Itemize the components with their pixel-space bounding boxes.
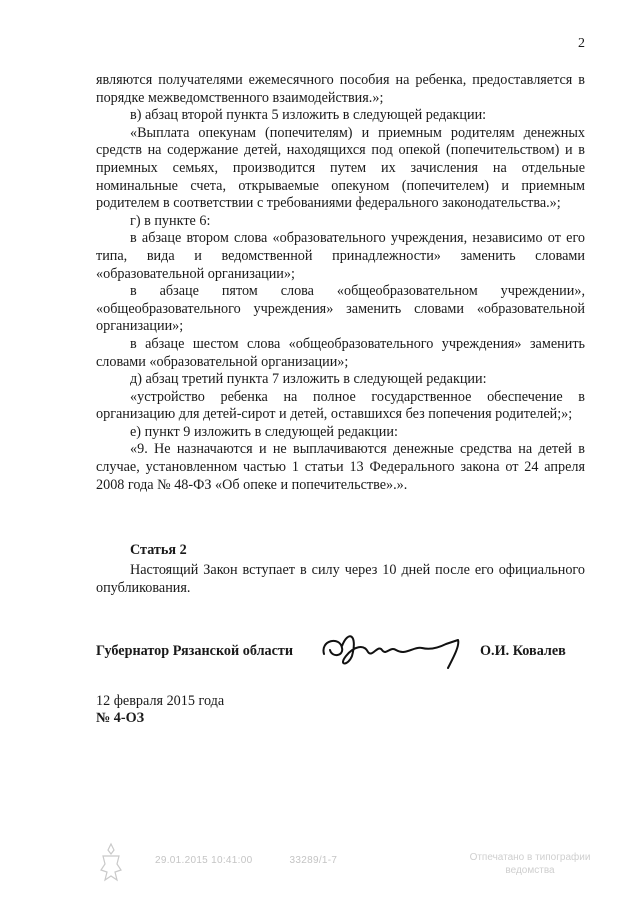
- paragraph: «Выплата опекунам (попечителям) и приемным родителям денежных средств на содержание детей, находящихся под опекой (попечительством) и в приемных семьях, производится путем их зачисления на отдельные номинальные счета, открываемые опекуном (попечителем) и приемным родителем в соответствии с требованиями федерального законодательства.»;: [96, 124, 585, 212]
- paragraph: д) абзац третий пункта 7 изложить в следующей редакции:: [130, 371, 487, 388]
- paragraph: «устройство ребенка на полное государственное обеспечение в организацию для детей-сирот и детей, оставшихся без попечения родителей;»;: [96, 388, 585, 423]
- paragraph: в абзаце втором слова «образовательного учреждения, независимо от его типа, вида и ведомственной принадлежности» заменить словами «образовательной организации»;: [96, 230, 585, 282]
- emblem-icon: [98, 842, 124, 884]
- paragraph: в абзаце пятом слова «общеобразовательном учреждении», «общеобразовательного учреждения» заменить словами «образовательной организации»;: [96, 283, 585, 335]
- paragraph: е) пункт 9 изложить в следующей редакции:: [130, 423, 398, 440]
- paragraph: «9. Не назначаются и не выплачиваются денежные средства на детей в случае, установленном частью 1 статьи 13 Федерального закона от 24 апреля 2008 года № 48-ФЗ «Об опеке и попечительстве».».: [96, 441, 585, 493]
- page-number: 2: [578, 36, 585, 51]
- footer-doc-id: 33289/1-7: [289, 855, 338, 866]
- paragraph: являются получателями ежемесячного пособия на ребенка, предоставляется в порядке межведомственного взаимодействия.»;: [96, 72, 585, 106]
- article-text: Настоящий Закон вступает в силу через 10 дней после его официального опубликования.: [96, 562, 585, 596]
- footer-stamp: [155, 855, 371, 866]
- date-line: 12 февраля 2015 года: [96, 693, 225, 709]
- footer-timestamp: 29.01.2015 10:41:00: [155, 855, 253, 866]
- footer-print-line-1: Отпечатано в типографии: [469, 852, 591, 863]
- body-text: [96, 72, 585, 494]
- footer-print-line-2: ведомства: [505, 865, 555, 876]
- article-heading: Статья 2: [130, 542, 187, 558]
- handwritten-signature: [318, 626, 468, 670]
- footer-print-note: [455, 851, 605, 877]
- signatory-position: Губернатор Рязанской области: [96, 643, 294, 659]
- paragraph: г) в пункте 6:: [130, 212, 211, 229]
- paragraph: в абзаце шестом слова «общеобразовательного учреждения» заменить словами «образовательной организации»;: [96, 335, 585, 370]
- signatory-name: О.И. Ковалев: [480, 643, 566, 659]
- paragraph: в) абзац второй пункта 5 изложить в следующей редакции:: [130, 107, 487, 124]
- law-number: № 4-ОЗ: [96, 710, 145, 726]
